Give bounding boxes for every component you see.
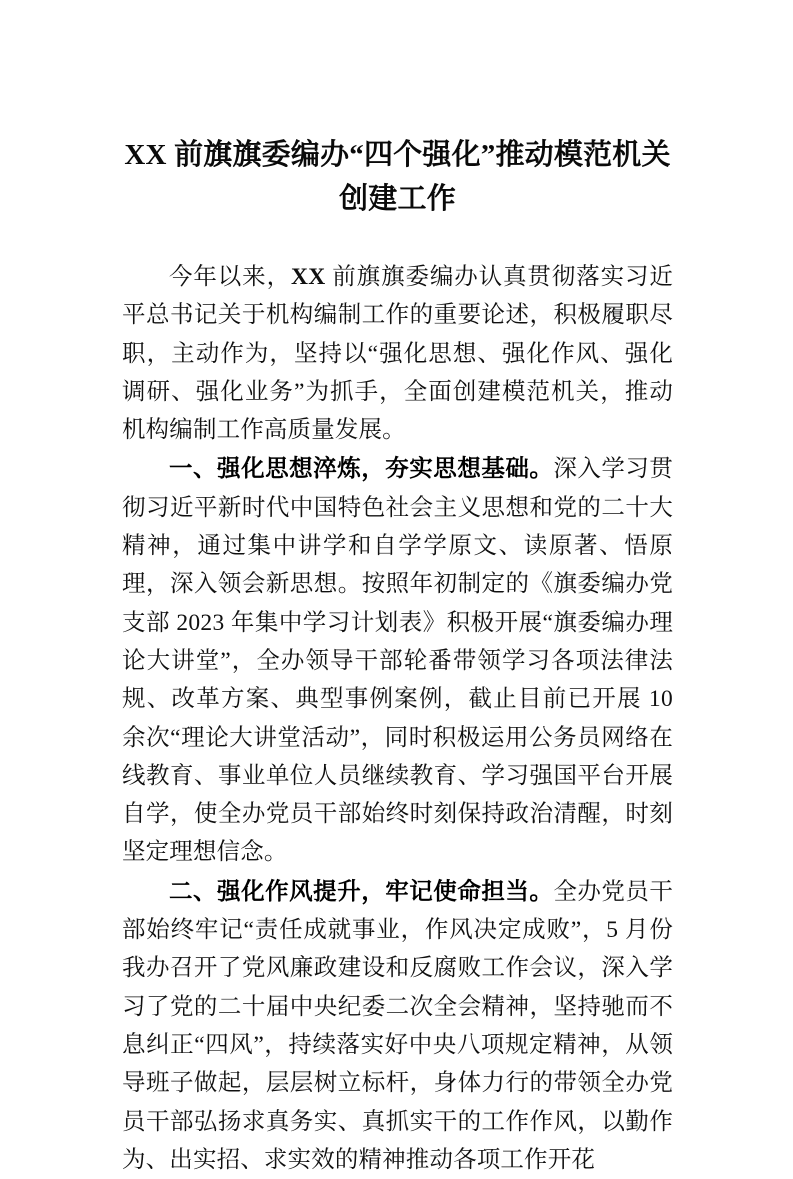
page-title (122, 0, 673, 221)
paragraph-section-one: 一、强化思想淬炼，夯实思想基础。深入学习贯彻习近平新时代中国特色社会主义思想和党的二十大精神，通过集中讲学和自学学原文、读原著、悟原理，深入领会新思想。按照年初制定的《旗委编办党支部 2023 年集中学习计划表》积极开展“旗委编办理论大讲堂”，全办领导干部轮番带领学习各项法律法规、改革方案、典型事例案例，截止目前已开展 10 余次“理论大讲堂活动”，同时积极运用公务员网络在线教育、事业单位人员继续教育、学习强国平台开展自学，使全办党员干部始终时刻保持政治清醒，时刻坚定理想信念。 (122, 455, 674, 866)
document-body (122, 258, 673, 1179)
document-content (122, 0, 673, 1179)
latin-run: XX (290, 264, 326, 290)
section-heading: 一、强化思想淬炼，夯实思想基础。 (169, 455, 554, 482)
section-heading: 二、强化作风提升，牢记使命担当。 (169, 877, 554, 904)
number-run: 10 (648, 686, 673, 713)
page-title-line-1: XX 前旗旗委编办“四个强化”推动模范机关 (124, 139, 671, 171)
number-run: 2023 (176, 609, 225, 636)
paragraph-intro: 今年以来，XX 前旗旗委编办认真贯彻落实习近平总书记关于机构编制工作的重要论述，积极履职尽职，主动作为，坚持以“强化思想、强化作风、强化调研、强化业务”为抓手，全面创建模范机关，推动机构编制工作高质量发展。 (122, 264, 674, 444)
number-run: 5 (606, 917, 619, 944)
paragraph-section-two: 二、强化作风提升，牢记使命担当。全办党员干部始终牢记“责任成就事业，作风决定成败”，5 月份我办召开了党风廉政建设和反腐败工作会议，深入学习了党的二十届中央纪委二次全会精神，坚持驰而不息纠正“四风”，持续落实好中央八项规定精神，从领导班子做起，层层树立标杆，身体力行的带领全办党员干部弘扬求真务实、真抓实干的工作作风，以勤作为、出实招、求实效的精神推动各项工作开花 (122, 877, 673, 1173)
page-title-line-2: 创建工作 (339, 183, 456, 215)
